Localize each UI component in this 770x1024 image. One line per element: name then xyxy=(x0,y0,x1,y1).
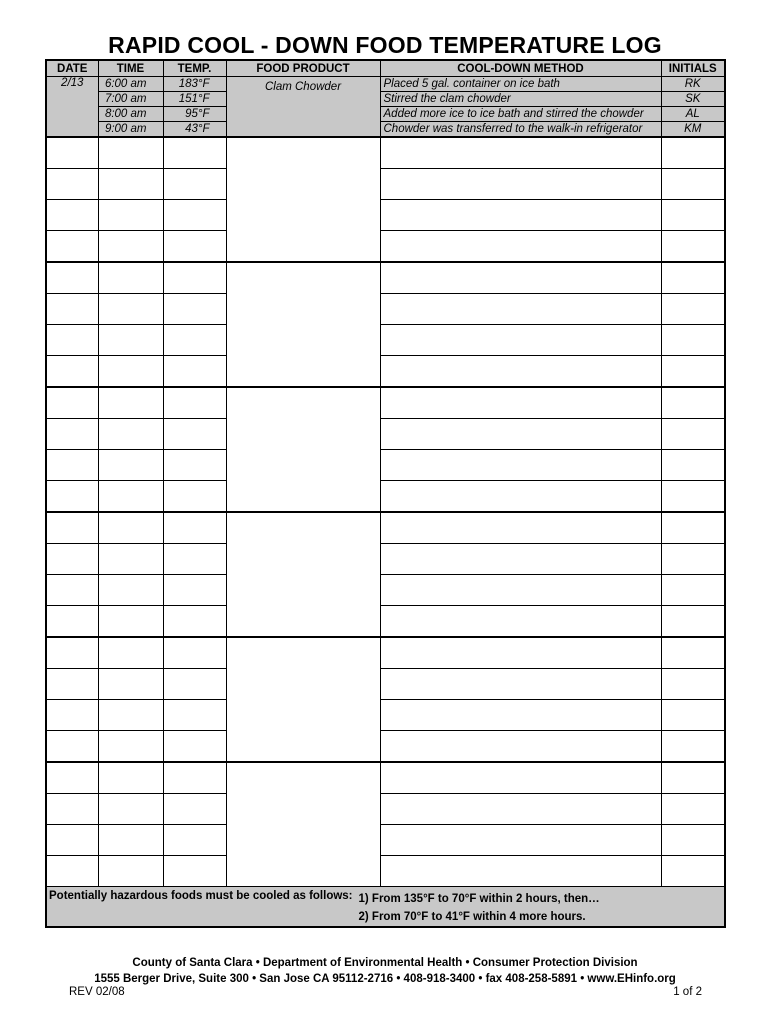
example-row xyxy=(46,92,725,107)
blank-initials-cell[interactable] xyxy=(661,512,725,544)
blank-time-cell[interactable] xyxy=(98,169,163,200)
blank-method-cell[interactable] xyxy=(380,262,661,294)
blank-temp-cell[interactable] xyxy=(163,325,226,356)
blank-method-cell[interactable] xyxy=(380,325,661,356)
blank-initials-cell[interactable] xyxy=(661,419,725,450)
blank-method-cell[interactable] xyxy=(380,481,661,513)
blank-time-cell[interactable] xyxy=(98,450,163,481)
blank-time-cell[interactable] xyxy=(98,762,163,794)
agency-info xyxy=(0,955,770,987)
blank-time-cell[interactable] xyxy=(98,262,163,294)
blank-temp-cell[interactable] xyxy=(163,825,226,856)
blank-date-cell[interactable] xyxy=(46,544,98,575)
example-method: Placed 5 gal. container on ice bath xyxy=(380,77,661,92)
blank-time-cell[interactable] xyxy=(98,325,163,356)
blank-initials-cell[interactable] xyxy=(661,606,725,638)
example-row xyxy=(46,107,725,122)
blank-temp-cell[interactable] xyxy=(163,606,226,638)
header-food-product: FOOD PRODUCT xyxy=(226,60,380,77)
blank-time-cell[interactable] xyxy=(98,794,163,825)
blank-method-cell[interactable] xyxy=(380,731,661,763)
blank-temp-cell[interactable] xyxy=(163,544,226,575)
example-row xyxy=(46,77,725,92)
log-entry-row xyxy=(46,512,725,544)
example-initials: AL xyxy=(661,107,725,122)
blank-time-cell[interactable] xyxy=(98,700,163,731)
blank-initials-cell[interactable] xyxy=(661,200,725,231)
blank-initials-cell[interactable] xyxy=(661,731,725,763)
blank-initials-cell[interactable] xyxy=(661,262,725,294)
blank-time-cell[interactable] xyxy=(98,575,163,606)
blank-method-cell[interactable] xyxy=(380,825,661,856)
example-initials: KM xyxy=(661,122,725,138)
blank-initials-cell[interactable] xyxy=(661,637,725,669)
blank-temp-cell[interactable] xyxy=(163,481,226,513)
page-title: RAPID COOL - DOWN FOOD TEMPERATURE LOG xyxy=(108,32,662,58)
example-time: 6:00 am xyxy=(98,77,163,92)
blank-method-cell[interactable] xyxy=(380,450,661,481)
blank-date-cell[interactable] xyxy=(46,669,98,700)
log-entry-row xyxy=(46,606,725,638)
blank-time-cell[interactable] xyxy=(98,294,163,325)
log-entry-row xyxy=(46,200,725,231)
blank-method-cell[interactable] xyxy=(380,200,661,231)
blank-initials-cell[interactable] xyxy=(661,575,725,606)
blank-date-cell[interactable] xyxy=(46,450,98,481)
blank-time-cell[interactable] xyxy=(98,231,163,263)
log-entry-row xyxy=(46,387,725,419)
log-entry-row xyxy=(46,575,725,606)
blank-date-cell[interactable] xyxy=(46,325,98,356)
example-time: 9:00 am xyxy=(98,122,163,138)
blank-initials-cell[interactable] xyxy=(661,294,725,325)
blank-date-cell[interactable] xyxy=(46,700,98,731)
blank-temp-cell[interactable] xyxy=(163,387,226,419)
cooling-requirements-row xyxy=(46,887,725,928)
agency-name: County of Santa Clara • Department of Environmental Health • Consumer Protection Division xyxy=(132,957,638,969)
blank-food-cell[interactable] xyxy=(226,137,380,262)
blank-method-cell[interactable] xyxy=(380,137,661,169)
blank-time-cell[interactable] xyxy=(98,481,163,513)
log-entry-row xyxy=(46,481,725,513)
blank-date-cell[interactable] xyxy=(46,825,98,856)
blank-time-cell[interactable] xyxy=(98,731,163,763)
blank-initials-cell[interactable] xyxy=(661,356,725,388)
blank-temp-cell[interactable] xyxy=(163,731,226,763)
log-entry-row xyxy=(46,825,725,856)
example-temp: 151°F xyxy=(163,92,226,107)
example-date: 2/13 xyxy=(46,77,98,138)
cooling-requirements xyxy=(46,887,725,928)
agency-address: 1555 Berger Drive, Suite 300 • San Jose CA 95112-2716 • 408-918-3400 • fax 408-258-5891 • www.EHinfo.org xyxy=(94,973,676,985)
blank-method-cell[interactable] xyxy=(380,762,661,794)
blank-initials-cell[interactable] xyxy=(661,544,725,575)
blank-method-cell[interactable] xyxy=(380,231,661,263)
blank-temp-cell[interactable] xyxy=(163,419,226,450)
blank-temp-cell[interactable] xyxy=(163,137,226,169)
blank-date-cell[interactable] xyxy=(46,387,98,419)
blank-date-cell[interactable] xyxy=(46,294,98,325)
blank-initials-cell[interactable] xyxy=(661,481,725,513)
blank-date-cell[interactable] xyxy=(46,762,98,794)
blank-date-cell[interactable] xyxy=(46,794,98,825)
blank-date-cell[interactable] xyxy=(46,137,98,169)
blank-method-cell[interactable] xyxy=(380,512,661,544)
blank-temp-cell[interactable] xyxy=(163,450,226,481)
blank-date-cell[interactable] xyxy=(46,481,98,513)
blank-temp-cell[interactable] xyxy=(163,169,226,200)
blank-initials-cell[interactable] xyxy=(661,762,725,794)
log-entry-row xyxy=(46,419,725,450)
blank-initials-cell[interactable] xyxy=(661,231,725,263)
log-entry-row xyxy=(46,356,725,388)
blank-method-cell[interactable] xyxy=(380,387,661,419)
blank-temp-cell[interactable] xyxy=(163,512,226,544)
log-entry-row xyxy=(46,137,725,169)
example-temp: 95°F xyxy=(163,107,226,122)
blank-method-cell[interactable] xyxy=(380,544,661,575)
blank-date-cell[interactable] xyxy=(46,419,98,450)
blank-initials-cell[interactable] xyxy=(661,825,725,856)
example-method: Chowder was transferred to the walk-in refrigerator xyxy=(380,122,661,138)
blank-date-cell[interactable] xyxy=(46,575,98,606)
log-entry-row xyxy=(46,669,725,700)
blank-time-cell[interactable] xyxy=(98,856,163,887)
blank-initials-cell[interactable] xyxy=(661,669,725,700)
blank-time-cell[interactable] xyxy=(98,637,163,669)
example-food-product: Clam Chowder xyxy=(226,77,380,138)
example-initials: RK xyxy=(661,77,725,92)
blank-temp-cell[interactable] xyxy=(163,262,226,294)
example-temp: 183°F xyxy=(163,77,226,92)
cooling-requirement-step-1: 1) From 135°F to 70°F within 2 hours, then… xyxy=(358,893,600,905)
blank-temp-cell[interactable] xyxy=(163,762,226,794)
blank-time-cell[interactable] xyxy=(98,137,163,169)
blank-temp-cell[interactable] xyxy=(163,700,226,731)
log-entry-row xyxy=(46,544,725,575)
blank-initials-cell[interactable] xyxy=(661,856,725,887)
blank-date-cell[interactable] xyxy=(46,606,98,638)
log-entry-row xyxy=(46,325,725,356)
blank-method-cell[interactable] xyxy=(380,856,661,887)
log-entry-row xyxy=(46,262,725,294)
blank-date-cell[interactable] xyxy=(46,637,98,669)
blank-method-cell[interactable] xyxy=(380,169,661,200)
header-cool-down-method: COOL-DOWN METHOD xyxy=(380,60,661,77)
blank-food-cell[interactable] xyxy=(226,762,380,887)
blank-method-cell[interactable] xyxy=(380,419,661,450)
temperature-log-table xyxy=(45,59,726,928)
example-method: Stirred the clam chowder xyxy=(380,92,661,107)
header-initials: INITIALS xyxy=(661,60,725,77)
log-entry-row xyxy=(46,169,725,200)
log-entry-row xyxy=(46,794,725,825)
blank-time-cell[interactable] xyxy=(98,606,163,638)
blank-date-cell[interactable] xyxy=(46,731,98,763)
log-entry-row xyxy=(46,637,725,669)
cooling-requirement-step-2: 2) From 70°F to 41°F within 4 more hours. xyxy=(358,911,586,923)
log-entry-row xyxy=(46,762,725,794)
blank-time-cell[interactable] xyxy=(98,669,163,700)
blank-method-cell[interactable] xyxy=(380,637,661,669)
blank-method-cell[interactable] xyxy=(380,794,661,825)
blank-food-cell[interactable] xyxy=(226,262,380,387)
blank-temp-cell[interactable] xyxy=(163,856,226,887)
blank-date-cell[interactable] xyxy=(46,200,98,231)
cooling-requirements-label: Potentially hazardous foods must be cooled as follows: xyxy=(49,890,353,902)
example-row xyxy=(46,122,725,138)
page-number: 1 of 2 xyxy=(673,986,702,998)
example-time: 8:00 am xyxy=(98,107,163,122)
blank-method-cell[interactable] xyxy=(380,700,661,731)
example-temp: 43°F xyxy=(163,122,226,138)
revision-label: REV 02/08 xyxy=(69,986,125,998)
blank-time-cell[interactable] xyxy=(98,200,163,231)
blank-food-cell[interactable] xyxy=(226,637,380,762)
log-entry-row xyxy=(46,294,725,325)
blank-date-cell[interactable] xyxy=(46,856,98,887)
blank-temp-cell[interactable] xyxy=(163,356,226,388)
blank-temp-cell[interactable] xyxy=(163,575,226,606)
blank-date-cell[interactable] xyxy=(46,512,98,544)
blank-method-cell[interactable] xyxy=(380,669,661,700)
blank-initials-cell[interactable] xyxy=(661,169,725,200)
blank-time-cell[interactable] xyxy=(98,544,163,575)
blank-initials-cell[interactable] xyxy=(661,794,725,825)
log-entry-row xyxy=(46,731,725,763)
blank-method-cell[interactable] xyxy=(380,356,661,388)
blank-time-cell[interactable] xyxy=(98,512,163,544)
header-temp: TEMP. xyxy=(163,60,226,77)
example-time: 7:00 am xyxy=(98,92,163,107)
blank-initials-cell[interactable] xyxy=(661,700,725,731)
blank-temp-cell[interactable] xyxy=(163,294,226,325)
blank-temp-cell[interactable] xyxy=(163,669,226,700)
log-entry-row xyxy=(46,231,725,263)
blank-method-cell[interactable] xyxy=(380,606,661,638)
blank-date-cell[interactable] xyxy=(46,356,98,388)
example-method: Added more ice to ice bath and stirred the chowder xyxy=(380,107,661,122)
blank-food-cell[interactable] xyxy=(226,387,380,512)
example-initials: SK xyxy=(661,92,725,107)
blank-temp-cell[interactable] xyxy=(163,231,226,263)
blank-time-cell[interactable] xyxy=(98,356,163,388)
blank-date-cell[interactable] xyxy=(46,262,98,294)
blank-food-cell[interactable] xyxy=(226,512,380,637)
blank-temp-cell[interactable] xyxy=(163,637,226,669)
blank-time-cell[interactable] xyxy=(98,387,163,419)
header-row xyxy=(46,60,725,77)
blank-method-cell[interactable] xyxy=(380,575,661,606)
blank-time-cell[interactable] xyxy=(98,419,163,450)
blank-initials-cell[interactable] xyxy=(661,387,725,419)
log-entry-row xyxy=(46,856,725,887)
blank-time-cell[interactable] xyxy=(98,825,163,856)
header-time: TIME xyxy=(98,60,163,77)
header-date: DATE xyxy=(46,60,98,77)
blank-date-cell[interactable] xyxy=(46,231,98,263)
log-entry-row xyxy=(46,700,725,731)
blank-initials-cell[interactable] xyxy=(661,137,725,169)
log-entry-row xyxy=(46,450,725,481)
blank-method-cell[interactable] xyxy=(380,294,661,325)
blank-initials-cell[interactable] xyxy=(661,450,725,481)
blank-temp-cell[interactable] xyxy=(163,794,226,825)
blank-initials-cell[interactable] xyxy=(661,325,725,356)
blank-temp-cell[interactable] xyxy=(163,200,226,231)
blank-date-cell[interactable] xyxy=(46,169,98,200)
